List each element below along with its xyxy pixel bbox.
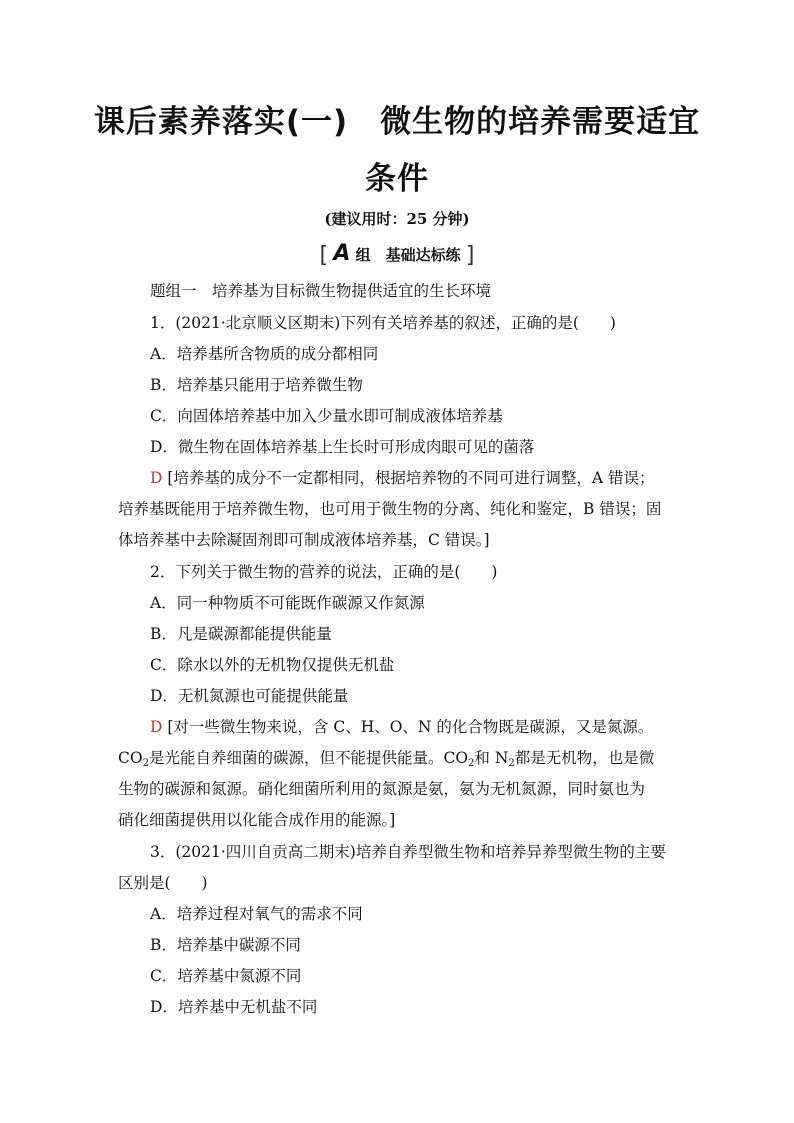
explain-mid-text: 是光能自养细菌的碳源，但不能提供能量。CO <box>148 749 469 767</box>
bracket-right: ] <box>465 243 475 268</box>
question-3-option-a: A．培养过程对氧气的需求不同 <box>150 905 363 923</box>
page-title-line-2: 条件 <box>365 161 429 197</box>
question-1-explanation-line-3: 体培养基中去除凝固剂即可制成液体培养基，C 错误。] <box>118 531 490 549</box>
question-1-option-b: B．培养基只能用于培养微生物 <box>150 376 363 394</box>
question-2-option-a: A．同一种物质不可能既作碳源又作氮源 <box>150 594 425 612</box>
question-2-explanation-line-1 <box>150 717 653 737</box>
question-2-explanation-line-2 <box>118 748 654 768</box>
explain-rest-text: 都是无机物，也是微 <box>514 749 655 767</box>
question-2-option-b: B．凡是碳源都能提供能量 <box>150 625 332 643</box>
question-1-stem: 1．(2021·北京顺义区期末)下列有关培养基的叙述，正确的是( ) <box>150 314 616 332</box>
question-2-explain-text-1: [对一些微生物来说，含 C、H、O、N 的化合物既是碳源，又是氮源。 <box>167 718 654 736</box>
question-3-option-d: D．培养基中无机盐不同 <box>150 998 318 1016</box>
question-2-explanation-line-3: 生物的碳源和氮源。硝化细菌所利用的氮源是氨，氨为无机氮源，同时氨也为 <box>118 780 646 798</box>
question-2-stem: 2．下列关于微生物的营养的说法，正确的是( ) <box>150 563 498 581</box>
question-1-option-a: A．培养基所含物质的成分都相同 <box>150 345 379 363</box>
group-label: 组 基础达标练 <box>355 246 461 264</box>
question-2-explanation-line-4: 硝化细菌提供用以化能合成作用的能源。] <box>118 811 396 829</box>
question-3-option-b: B．培养基中碳源不同 <box>150 936 301 954</box>
question-3-stem-line-1: 3．(2021·四川自贡高二期末)培养自养型微生物和培养异养型微生物的主要 <box>150 843 666 861</box>
question-1-option-d: D．微生物在固体培养基上生长时可形成肉眼可见的菌落 <box>150 438 535 456</box>
page-title-line-1: 课后素养落实(一) 微生物的培养需要适宜 <box>93 104 701 140</box>
explain-and-text: 和 N <box>474 749 509 767</box>
co2-text: CO <box>118 749 143 767</box>
question-2-option-c: C．除水以外的无机物仅提供无机盐 <box>150 656 395 674</box>
question-1-explain-text-1: [培养基的成分不一定都相同，根据培养物的不同可进行调整，A 错误； <box>167 469 655 487</box>
question-2-option-d: D．无机氮源也可能提供能量 <box>150 687 349 705</box>
question-1-answer: D <box>150 469 163 487</box>
question-2-answer: D <box>150 718 163 736</box>
group-header <box>0 241 794 268</box>
subscript-2: 2 <box>468 758 475 769</box>
question-1-explanation-line-2: 培养基既能用于培养微生物，也可用于微生物的分离、纯化和鉴定，B 错误；固 <box>118 500 662 518</box>
subscript-2: 2 <box>508 758 515 769</box>
question-1-option-c: C．向固体培养基中加入少量水即可制成液体培养基 <box>150 407 503 425</box>
question-3-stem-line-2: 区别是( ) <box>118 874 208 892</box>
time-hint: (建议用时：25 分钟) <box>324 210 470 228</box>
topic-heading: 题组一 培养基为目标微生物提供适宜的生长环境 <box>150 282 492 300</box>
group-letter: A <box>333 241 351 266</box>
bracket-left: [ <box>319 243 329 268</box>
question-3-option-c: C．培养基中氮源不同 <box>150 967 302 985</box>
question-1-explanation-line-1 <box>150 468 655 488</box>
subscript-2: 2 <box>142 758 149 769</box>
